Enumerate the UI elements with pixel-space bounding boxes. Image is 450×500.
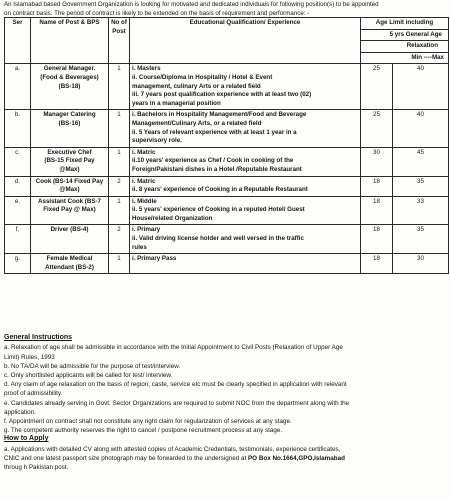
post-line: Female Medical [46,255,93,263]
cell-count: 1 [109,64,130,110]
table-header-row [5,18,449,64]
cell-max-age: 35 [393,225,449,254]
cell-ser: a. [5,64,31,110]
edu-line: iii. 7 years post qualification experience with at least two (02) [132,91,312,99]
intro-text [4,0,448,18]
post-line: Executive Chef [47,148,92,156]
post-line: Attendant (BS-2) [45,263,94,271]
instruction-line: Limit) Rules, 1993 [4,353,55,361]
edu-line: i. Bachelors in Hospitality Management/Food and Beverage [132,111,307,119]
header-edu: Educational Qualification/ Experience [130,18,361,64]
edu-line: ii. 5 years' experience of Cooking in a reputed Hotel/ Guest [132,206,305,214]
instruction-line: application. [4,408,36,416]
edu-line: ii. Valid driving license holder and well versed in the traffic [132,235,304,243]
cell-post [31,254,109,274]
cell-count: 1 [109,254,130,274]
cell-min-age: 30 [361,147,393,176]
cell-count: 1 [109,110,130,147]
cell-min-age: 18 [361,176,393,196]
edu-line: i. Matric [132,177,156,185]
apply-line-1: a. Applications with detailed CV along with attested copies of Academic Credentials, testimonials, experience certificates, [4,445,341,453]
cell-ser: e. [5,196,31,225]
cell-edu [130,147,361,176]
cell-ser: d. [5,176,31,196]
cell-post [31,225,109,254]
cell-ser: c. [5,147,31,176]
edu-line: i. Primary Pass [132,255,177,263]
cell-post [31,196,109,225]
edu-line: management, culinary Arts or a related field [132,82,261,90]
cell-max-age: 35 [393,176,449,196]
post-line: Driver (BS-4) [50,226,89,234]
post-line: Cook (BS-14 Fixed Pay [35,177,104,185]
instruction-line: a. Relaxation of age shall be admissible in accordance with the Initial Appointment to Civil Posts (Relaxation of Upper Age [4,344,343,352]
cell-min-age: 25 [361,64,393,110]
table-row [5,147,449,176]
intro-line-2: on contract basis. The period of contract is likely to be extended on the basis of requirement and performance: - [4,10,310,17]
post-line: (BS-15 Fixed Pay [44,157,95,165]
post-line: (BS-16) [58,119,81,127]
cell-ser: f. [5,225,31,254]
table-row [5,110,449,147]
edu-line: House/related Organization [132,214,213,222]
edu-line: rules [132,243,147,251]
instruction-line: f. Appointment on contract shall not constitute any right claim for regularization of services at any stage. [4,418,292,426]
post-line: (Food & Beverages) [40,73,99,81]
apply-line-3: throug h Pakistan post. [4,464,69,472]
table-row [5,176,449,196]
edu-line: years in a managerial position [132,99,221,107]
cell-min-age: 25 [361,110,393,147]
header-ser: Ser [5,18,31,64]
cell-count: 2 [109,176,130,196]
edu-line: i. Middle [132,197,157,205]
header-count: No of Post [109,18,130,64]
cell-post [31,64,109,110]
cell-max-age: 33 [393,196,449,225]
general-title: General Instructions [4,334,73,341]
table-row [5,64,449,110]
cell-edu [130,64,361,110]
cell-max-age: 40 [393,110,449,147]
instruction-line: c. Only shortlisted applicants will be called for test/ interview. [4,372,173,379]
post-line: Fixed Pay @ Max) [43,206,96,214]
header-age [361,18,449,64]
positions-table [4,17,449,274]
edu-line: Foreign/Pakistani dishes in a Hotel /Reputable Restaurant [132,165,302,173]
cell-edu [130,196,361,225]
post-line: @Max) [59,165,80,173]
instruction-line: e. Candidates already serving in Govt. Sector Organizations are required to submit NOC from the department along with the [4,399,350,407]
edu-line: ii. 8 years' experience of Cooking in a Reputable Restaurant [132,186,308,194]
edu-line: supervisory role. [132,137,182,145]
apply-address: PO Box No.1664,GPO,Islamabad [247,455,345,463]
post-line: (BS-18) [58,82,81,90]
instruction-line: d. Any claim of age relaxation on the basis of region, caste, service etc must be clearly specified in application with relevant [4,381,347,389]
cell-count: 2 [109,225,130,254]
cell-min-age: 18 [361,196,393,225]
general-items [4,343,448,435]
cell-post [31,147,109,176]
header-relax: Relaxation [361,41,448,53]
table-row [5,254,449,274]
edu-line: i. Matric [132,148,156,156]
post-line: General Manager. [43,65,96,73]
general-instructions [4,334,448,472]
edu-line: i. Masters [132,65,161,73]
edu-line: Management/Culinary Arts, or a related field [132,119,262,127]
intro-line-1: An Islamabad based Government Organization is looking for motivated and dedicated individuals for following position(s) to be appointed [4,1,379,8]
header-post: Name of Post & BPS [31,18,109,64]
cell-ser: g. [5,254,31,274]
cell-edu [130,110,361,147]
edu-line: i. Primary [132,226,161,234]
edu-line: ii. Course/Diploma in Hospitality / Hotel & Event [132,73,273,81]
cell-min-age: 18 [361,254,393,274]
apply-line-2-text: CNIC and one latest passport size photograph may be forwarded to the undersigned at [4,455,248,463]
post-line: Assistant Cook (BS-7 [38,197,101,205]
cell-edu [130,254,361,274]
header-age-sub: 5 yrs General Age [361,30,448,42]
cell-edu [130,176,361,196]
cell-count: 1 [109,147,130,176]
table-row [5,196,449,225]
post-line: Manager Catering [43,111,96,119]
instruction-line: proof of admissibility. [4,390,63,398]
instruction-line: b. No TA/DA will be admissible for the purpose of test/interview. [4,362,181,370]
cell-count: 1 [109,196,130,225]
edu-line: ii. 5 Years of relevant experience with at least 1 year in a [132,128,297,136]
edu-line: ii.10 years' experience as Chef / Cook in cooking of the [132,157,294,165]
cell-post [31,176,109,196]
table-row [5,225,449,254]
cell-max-age: 45 [393,147,449,176]
cell-max-age: 30 [393,254,449,274]
instruction-line: g. The competent authority reserves the right to cancel / postpone recruitment process at any stage. [4,427,283,435]
post-line: @Max) [59,186,80,194]
cell-max-age: 40 [393,64,449,110]
header-minmax: Min ----Max [411,53,444,61]
header-age-title: Age Limit including [361,18,448,30]
cell-min-age: 18 [361,225,393,254]
cell-edu [130,225,361,254]
cell-post [31,110,109,147]
apply-line-2 [4,454,448,463]
apply-title: How to Apply [4,435,49,443]
cell-ser: b. [5,110,31,147]
